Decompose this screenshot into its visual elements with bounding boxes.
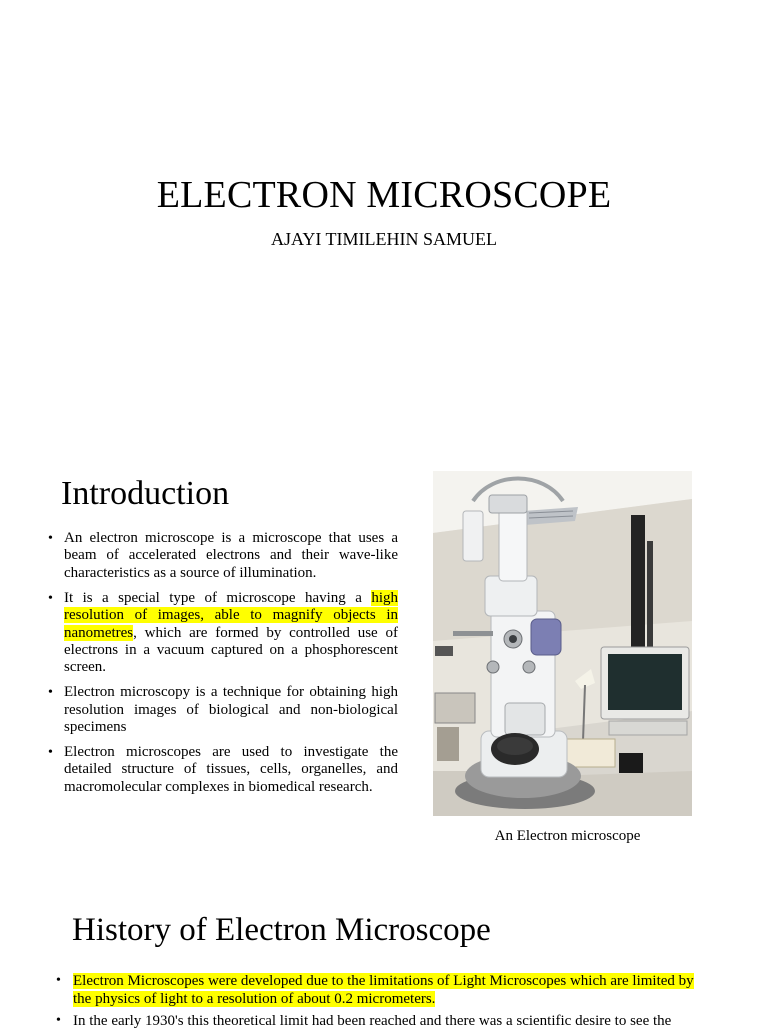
bullet-text: Electron microscopes are used to investigate the detailed structure of tissues, cells, organelles, and macromolecular complexes in biomedical research. [64, 743, 398, 795]
highlighted-text: Electron Microscopes were developed due to the limitations of Light Microscopes which are limited by the physics of light to a resolution of about 0.2 micrometers. [73, 973, 694, 1007]
bullet-icon: • [48, 531, 53, 546]
title-slide [0, 0, 768, 440]
presentation-title: ELECTRON MICROSCOPE [156, 174, 612, 216]
introduction-heading: Introduction [61, 475, 230, 512]
bullet-text: Electron microscopy is a technique for obtaining high resolution images of biological and non-biological specimens [64, 684, 398, 736]
list-item [48, 684, 398, 736]
bullet-text: In the early 1930's this theoretical limit had been reached and there was a scientific desire to see the [73, 1013, 672, 1029]
bullet-icon: • [56, 973, 61, 988]
history-heading: History of Electron Microscope [72, 912, 491, 948]
list-item [56, 1012, 709, 1030]
photo-caption: An Electron microscope [494, 828, 641, 844]
bullet-text-end: , which are formed by controlled use of electrons in a vacuum captured on a phosphorescent screen. [64, 624, 398, 676]
bullet-icon: • [48, 685, 53, 701]
list-item [48, 590, 398, 677]
bullet-text-start: It is a special type of microscope having a [64, 589, 372, 606]
list-item [48, 744, 398, 796]
bullet-text: An electron microscope is a microscope that uses a beam of accelerated electrons and their wave-like characteristics as a source of illumination. [64, 530, 398, 581]
bullet-icon: • [56, 1013, 61, 1028]
list-item [48, 530, 398, 582]
history-bullet-list [56, 972, 709, 1034]
bullet-icon: • [48, 744, 53, 760]
electron-microscope-photo [433, 471, 692, 816]
introduction-bullet-list [48, 530, 398, 804]
author-name: AJAYI TIMILEHIN SAMUEL [271, 229, 497, 249]
highlighted-text: high resolution of images, able to magnify objects in nanometres [64, 589, 398, 641]
bullet-icon: • [48, 590, 53, 606]
list-item [56, 972, 709, 1008]
